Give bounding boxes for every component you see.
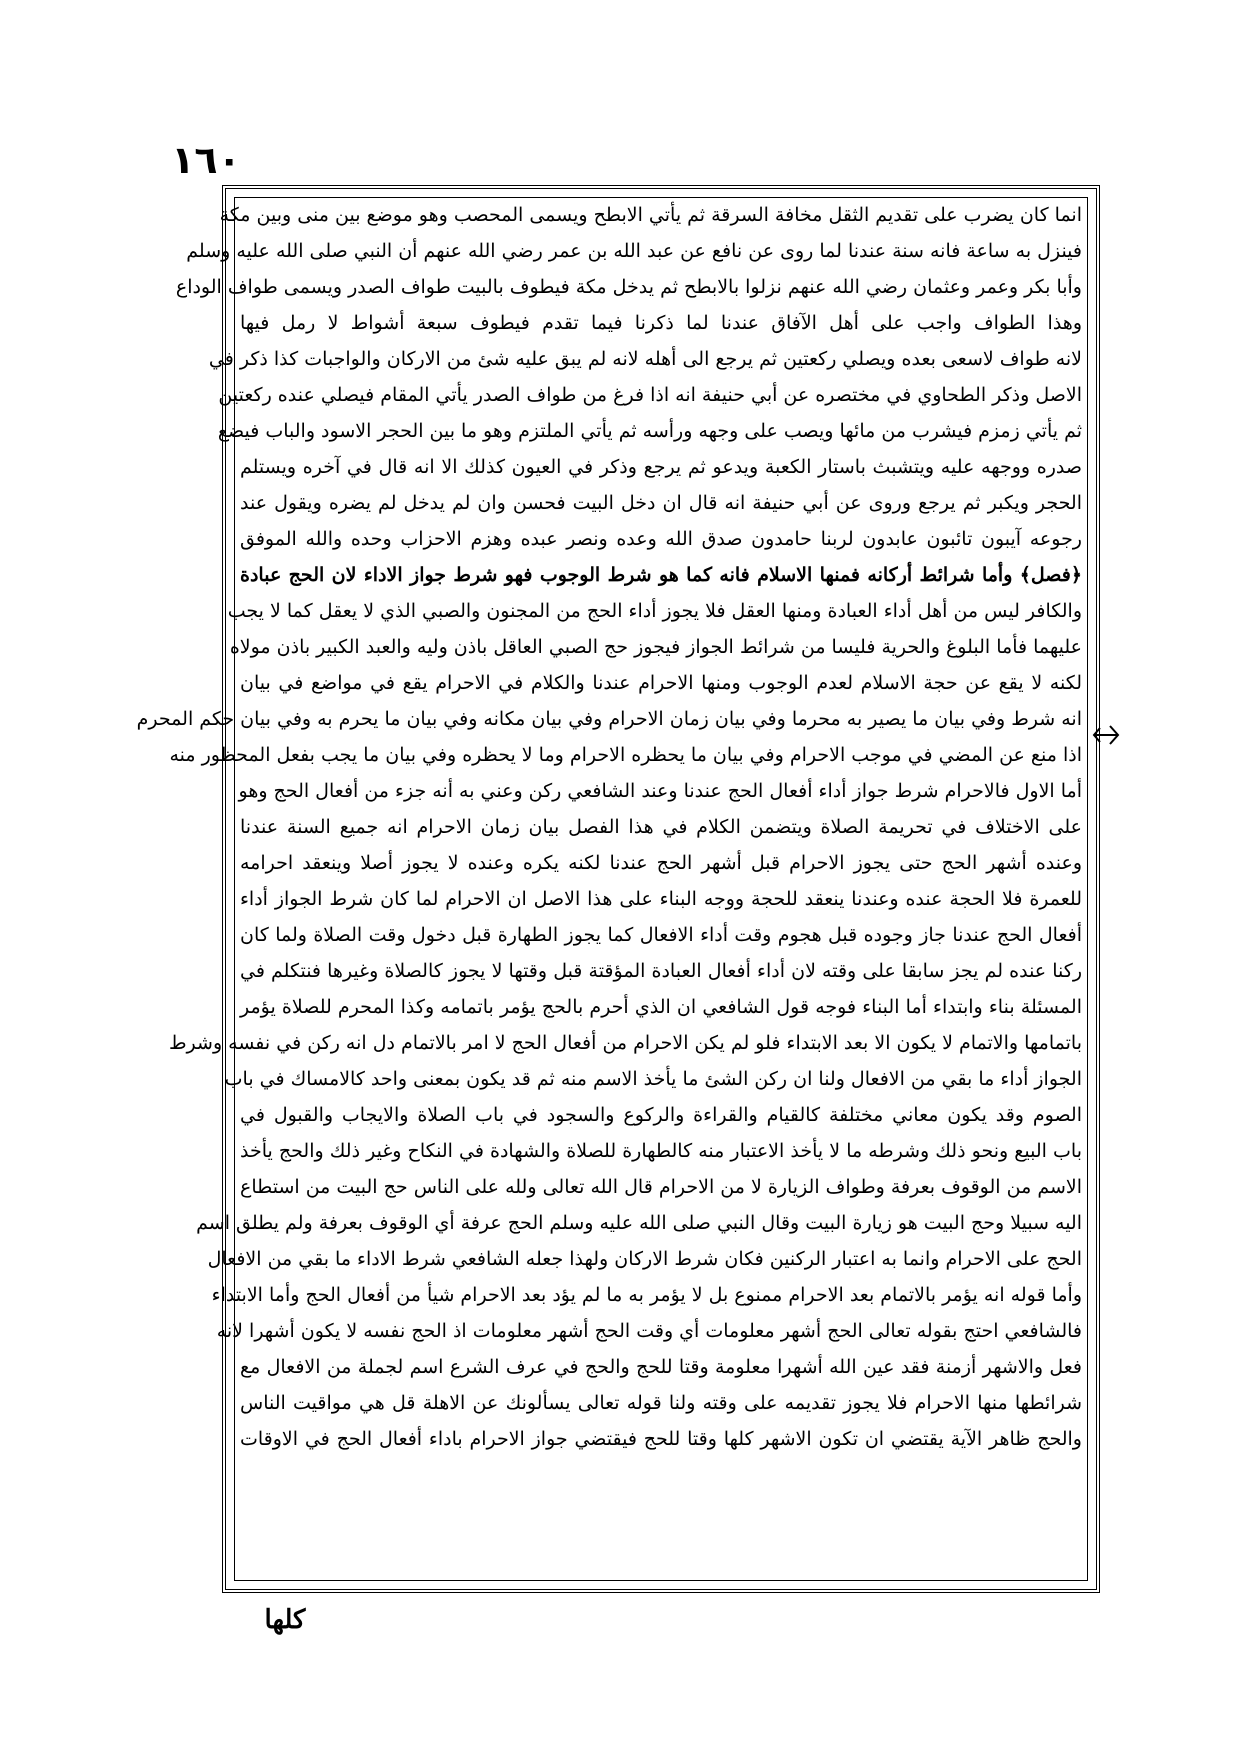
text-line: الاسم من الوقوف بعرفة وطواف الزيارة لا من الاحرام قال الله تعالى ولله على الناس حج البيت من استطاع xyxy=(240,1176,1082,1198)
text-line: الجواز أداء ما بقي من الافعال ولنا ان ركن الشئ ما يأخذ الاسم منه ثم قد يكون بمعنى واحد كالامساك في باب xyxy=(224,1068,1082,1090)
text-line: على الاختلاف في تحريمة الصلاة ويتضمن الكلام في هذا الفصل بيان زمان الاحرام انه جميع السنة عندنا xyxy=(240,816,1082,838)
text-line: فعل والاشهر أزمنة فقد عين الله أشهرا معلومة وقتا للحج والحج في عرف الشرع اسم لجملة من الافعال مع xyxy=(240,1356,1082,1378)
text-line: لكنه لا يقع عن حجة الاسلام لعدم الوجوب ومنها الاحرام عندنا والكلام في الاحرام يقع في مواضع في بيان xyxy=(240,672,1082,694)
text-line: فالشافعي احتج بقوله تعالى الحج أشهر معلومات أي وقت الحج أشهر معلومات اذ الحج نفسه لا يكون أشهرا لانه xyxy=(216,1320,1082,1342)
text-line: وهذا الطواف واجب على أهل الآفاق عندنا لما ذكرنا فيما تقدم فيطوف سبعة أشواط لا رمل فيها xyxy=(240,312,1082,334)
text-line: الصوم وقد يكون معاني مختلفة كالقيام والقراءة والركوع والسجود في باب الصلاة والايجاب والقبول في xyxy=(240,1104,1082,1126)
text-line: والكافر ليس من أهل أداء العبادة ومنها العقل فلا يجوز أداء الحج من المجنون والصبي الذي لا يعقل كما لا يجب xyxy=(227,600,1082,622)
text-line: شرائطها منها الاحرام فلا يجوز تقديمه على وقته ولنا قوله تعالى يسألونك عن الاهلة قل هي مواقيت الناس xyxy=(240,1392,1082,1414)
page-frame xyxy=(136,185,1100,1593)
text-line: انما كان يضرب على تقديم الثقل مخافة السرقة ثم يأتي الابطح ويسمى المحصب وهو موضع بين منى وبين مكة xyxy=(219,204,1082,226)
text-line: وأبا بكر وعمر وعثمان رضي الله عنهم نزلوا بالابطح ثم يدخل مكة فيطوف بالبيت طواف الصدر ويسمى طواف الوداع xyxy=(175,276,1082,298)
text-line: لانه طواف لاسعى بعده ويصلي ركعتين ثم يرجع الى أهله لانه لم يبق عليه شئ من الاركان والواجبات كذا ذكر في xyxy=(208,348,1082,370)
text-line: باتمامها والاتمام لا يكون الا بعد الابتداء فلو لم يكن الاحرام من أفعال الحج لا امر بالاتمام دل انه ركن في نفسه وشرط xyxy=(168,1032,1082,1054)
text-line: الحج على الاحرام وانما به اعتبار الركنين فكان شرط الاركان ولهذا جعله الشافعي شرط الاداء ما بقي من الافعال xyxy=(207,1248,1082,1270)
text-line: وأما قوله انه يؤمر بالاتمام بعد الاحرام ممنوع بل لا يؤمر به ما لم يؤد بعد الاحرام شيأ من أفعال الحج وأما الابتداء xyxy=(211,1284,1082,1306)
text-line: والحج ظاهر الآية يقتضي ان تكون الاشهر كلها وقتا للحج فيقتضي جواز الاحرام باداء أفعال الحج في الاوقات xyxy=(240,1428,1082,1450)
text-body xyxy=(136,197,1083,1581)
text-line: ركنا عنده لم يجز سابقا على وقته لان أداء أفعال العبادة المؤقتة قبل وقتها لا يجوز كالصلاة وغيرها فنتكلم في xyxy=(240,960,1083,982)
text-line: أفعال الحج عندنا جاز وجوده قبل هجوم وقت أداء الافعال كما يجوز الطهارة قبل دخول وقت الصلاة ولما كان xyxy=(240,924,1082,946)
text-line: اذا منع عن المضي في موجب الاحرام وفي بيان ما يحظره الاحرام وما لا يحظره وفي بيان ما يجب بفعل المحظور منه xyxy=(169,744,1082,766)
text-line: عليهما فأما البلوغ والحرية فليسا من شرائط الجواز فيجوز حج الصبي العاقل باذن وليه والعبد الكبير باذن مولاه xyxy=(229,636,1082,658)
text-line: للعمرة فلا الحجة عنده وعندنا ينعقد للحجة ووجه البناء على هذا الاصل ان الاحرام لما كان شرط الجواز أداء xyxy=(240,888,1082,910)
catchword: كلها xyxy=(264,1605,306,1635)
section-margin-mark-icon xyxy=(1092,720,1122,750)
text-line: اليه سبيلا وحج البيت هو زيارة البيت وقال النبي صلى الله عليه وسلم الحج عرفة أي الوقوف بعرفة ولم يطلق اسم xyxy=(196,1212,1082,1234)
text-line: ثم يأتي زمزم فيشرب من مائها ويصب على وجهه ورأسه ثم يأتي الملتزم وهو ما بين الحجر الاسود والباب فيضع xyxy=(217,420,1082,442)
text-line: المسئلة بناء وابتداء أما البناء فوجه قول الشافعي ان الذي أحرم بالحج يؤمر باتمامه وكذا المحرم للصلاة يؤمر xyxy=(240,996,1082,1018)
text-line: صدره ووجهه عليه ويتشبث باستار الكعبة ويدعو ثم يرجع وذكر في العيون كذلك الا انه قال في آخره ويستلم xyxy=(240,456,1082,478)
text-line: وعنده أشهر الحج حتى يجوز الاحرام قبل أشهر الحج عندنا لكنه يكره وعنده لا يجوز أصلا وينعقد احرامه xyxy=(240,852,1082,874)
text-line: رجوعه آيبون تائبون عابدون لربنا حامدون صدق الله وعده ونصر عبده وهزم الاحزاب وحده والله الموفق xyxy=(240,528,1082,550)
text-line: فينزل به ساعة فانه سنة عندنا لما روى عن نافع عن عبد الله بن عمر رضي الله عنهم أن النبي صلى الله عليه وسلم xyxy=(186,240,1082,262)
text-line: باب البيع ونحو ذلك وشرطه ما لا يأخذ الاعتبار منه كالطهارة للصلاة والشهادة في النكاح وغير ذلك والحج يأخذ xyxy=(240,1140,1082,1162)
text-line: الحجر ويكبر ثم يرجع وروى عن أبي حنيفة انه قال ان دخل البيت فحسن وان لم يدخل لم يضره ويقول عند xyxy=(240,492,1082,514)
text-line: الاصل وذكر الطحاوي في مختصره عن أبي حنيفة انه اذا فرغ من طواف الصدر يأتي المقام فيصلي عنده ركعتين xyxy=(218,384,1082,406)
text-line: أما الاول فالاحرام شرط جواز أداء أفعال الحج عندنا وعند الشافعي ركن وعني به أنه جزء من أفعال الحج وهو xyxy=(238,780,1082,802)
text-line: انه شرط وفي بيان ما يصير به محرما وفي بيان زمان الاحرام وفي بيان مكانه وفي بيان ما يحرم به وفي بيان حكم المحرم xyxy=(136,708,1082,730)
section-heading-line: ﴿فصل﴾ وأما شرائط أركانه فمنها الاسلام فانه كما هو شرط الوجوب فهو شرط جواز الاداء لان الحج عبادة xyxy=(240,564,1082,586)
page-number: ١٦٠ xyxy=(171,138,241,182)
